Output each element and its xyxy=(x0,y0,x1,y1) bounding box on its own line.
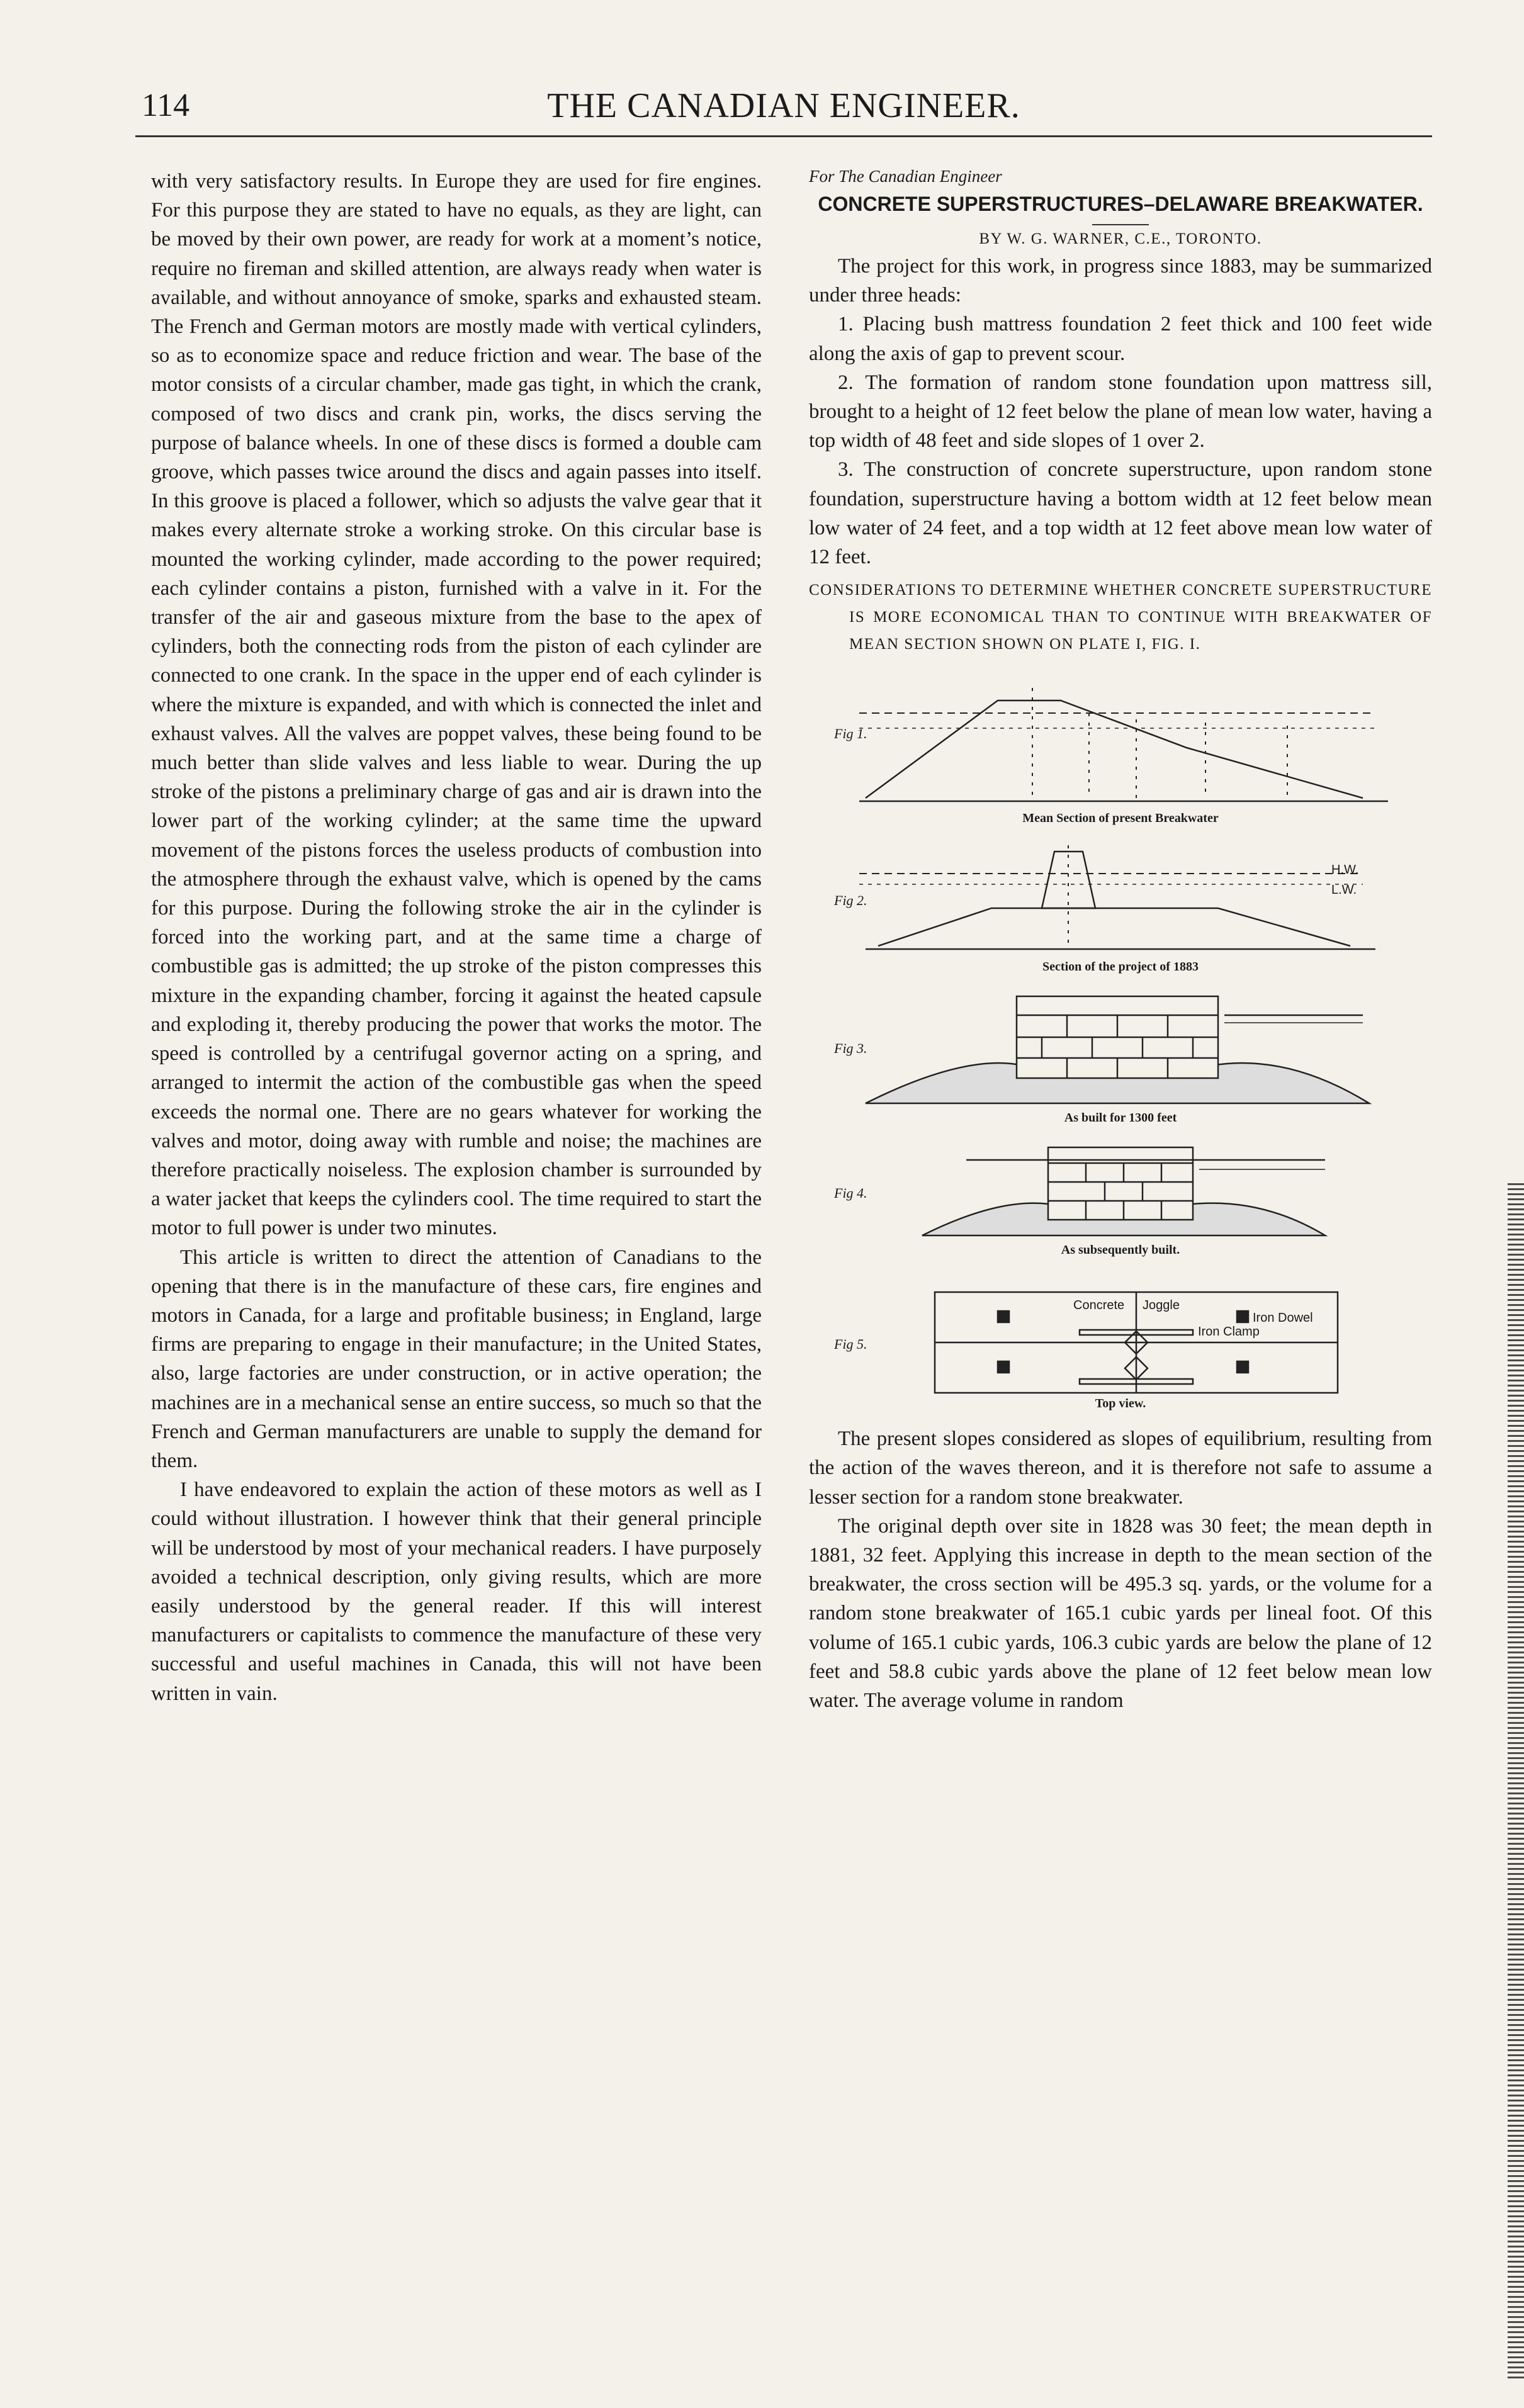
right-column xyxy=(809,167,1432,1713)
page-number: 114 xyxy=(142,87,190,123)
fig2-caption: Section of the project of 1883 xyxy=(1042,960,1199,974)
intro-paragraph-1: The project for this work, in progress since 1883, may be summarized under three heads: xyxy=(809,255,1432,307)
header-rule xyxy=(135,135,1432,137)
intro-paragraph-3: 2. The formation of random stone foundation upon mattress sill, brought to a height of 12 feet below the plane of mean low water, having a top width of 48 feet and side slopes of 1 over 2. xyxy=(809,371,1432,453)
fig5-concrete-label: Concrete xyxy=(1073,1298,1125,1313)
fig3-caption: As built for 1300 feet xyxy=(1064,1111,1177,1125)
figures-plate xyxy=(809,663,1432,1713)
fig5-top-view xyxy=(935,1292,1338,1393)
fig1-label: Fig 1. xyxy=(834,726,867,742)
fig3-section xyxy=(866,996,1369,1103)
fig4-section xyxy=(922,1147,1325,1235)
fig5-joggle-label: Joggle xyxy=(1143,1298,1180,1313)
intro-paragraph-4: 3. The construction of concrete superstructure, upon random stone foundation, superstructure having a bottom width at 12 feet below mean low water of 24 feet, and a top width at 12 feet above mean low water of 12 feet. xyxy=(809,458,1432,569)
fig2-lw-label: L.W. xyxy=(1331,883,1357,897)
fig3-label: Fig 3. xyxy=(834,1040,867,1057)
fig5-caption: Top view. xyxy=(1095,1397,1146,1411)
left-paragraph-1: with very satisfactory results. In Europe they are used for fire engines. For this purpose they are stated to have no equals, as they are light, can be moved by their own power, are ready for work at a moment’s notice, require no fireman and skilled attention, are always ready when water is available, and without annoyance of smoke, sparks and exhausted steam. The French and German motors are mostly made with vertical cylinders, so as to economize space and reduce friction and wear. The base of the motor consists of a circular chamber, made gas tight, in which the crank, composed of two discs and crank pin, works, the discs serving the purpose of balance wheels. In one of these discs is formed a double cam groove, which passes twice around the discs and again passes into itself. In this groove is placed a follower, which so adjusts the valve gear that it makes every alternate stroke a working stroke. On this circular base is mounted the working cylinder, made according to the power required; each cylinder contains a piston, furnished with a valve in it. For the transfer of the air and gaseous mixture from the base to the apex of cylinders, both the connecting rods from the piston of each cylinder are connected to one crank. In the space in the upper end of each cylinder is where the mixture is expanded, and with which is connected the inlet and exhaust valves. All the valves are poppet valves, these being found to be much better than slide valves and less liable to wear. During the up stroke of the pistons a preliminary charge of gas and air is drawn into the lower part of the working cylinder; at the same time the upward movement of the pistons forces the useless products of combustion into the atmosphere through the exhaust valve, which is opened by the cams for this purpose. During the following stroke the air in the cylinder is forced into the working part, and at the same time a charge of combustible gas is admitted; the up stroke of the piston compresses this mixture in the expanding chamber, forcing it against the heated capsule and exploding it, thereby producing the power that works the motor. The speed is controlled by a centrifugal governor acting on a spring, and arranged to intermit the action of the combustible gas when the speed exceeds the normal one. There are no gears whatever for working the valves and motor, doing away with rumble and noise; the machines are therefore practically noiseless. The explosion chamber is surrounded by a water jacket that keeps the cylinders cool. The time required to start the motor to full power is under two minutes. xyxy=(151,170,762,1240)
fig5-iron-clamp-label: Iron Clamp xyxy=(1198,1325,1260,1339)
fig1-caption: Mean Section of present Breakwater xyxy=(1022,811,1219,826)
fig5-iron-dowel-label: Iron Dowel xyxy=(1253,1311,1313,1325)
fig2-section xyxy=(859,845,1375,949)
fig4-caption: As subsequently built. xyxy=(1061,1243,1180,1257)
page-edge-binding xyxy=(1508,1183,1524,2379)
author-line: BY W. G. WARNER, C.E., TORONTO. xyxy=(979,230,1262,247)
closing-text xyxy=(809,1424,1432,1715)
page-header xyxy=(135,82,1432,132)
fig2-hw-label: H.W. xyxy=(1331,863,1359,877)
journal-title: THE CANADIAN ENGINEER. xyxy=(547,86,1020,125)
left-paragraph-2: This article is written to direct the attention of Canadians to the opening that there is in the manufacture of these cars, fire engines and motors in Canada, for a large and profitable business; in England, large firms are preparing to engage in their manufacture; in the United States, also, large factories are under construction, or in active operation; the machines are in a mechanical sense an entire success, so much so that the French and German manufacturers are unable to supply the demand for them. xyxy=(151,1246,762,1472)
closing-paragraph-2: The original depth over site in 1828 was 30 feet; the mean depth in 1881, 32 feet. Applying this increase in depth to the mean section of the breakwater, the cross section will be 495.3 sq. yards, or the volume for a random stone breakwater of 165.1 cubic yards per lineal foot. Of this volume of 165.1 cubic yards, 106.3 cubic yards are below the plane of 12 feet and 58.8 cubic yards above the plane of 12 feet below mean low water. The average volume in random xyxy=(809,1514,1432,1713)
left-paragraph-3: I have endeavored to explain the action of these motors as well as I could without illustration. I however think that their general principle will be understood by most of your mechanical readers. I have purposely avoided a technical description, only giving results, which are more easily understood by the general reader. If this will interest manufacturers or capitalists to commence the manufacture of these very successful and useful machines in Canada, this will not have been written in vain. xyxy=(151,1478,762,1705)
fig2-label: Fig 2. xyxy=(834,892,867,909)
closing-paragraph-1: The present slopes considered as slopes of equilibrium, resulting from the action of the waves thereon, and it is therefore not safe to assume a lesser section for a random stone breakwater. xyxy=(809,1427,1432,1509)
intro-paragraph-2: 1. Placing bush mattress foundation 2 feet thick and 100 feet wide along the axis of gap to prevent scour. xyxy=(809,313,1432,365)
for-line: For The Canadian Engineer xyxy=(809,167,1002,186)
considerations-heading: CONSIDERATIONS TO DETERMINE WHETHER CONCRETE SUPERSTRUCTURE IS MORE ECONOMICAL THAN TO CONTINUE WITH BREAKWATER OF MEAN SECTION SHOWN ON PLATE I, FIG. I. xyxy=(809,582,1432,653)
title-rule xyxy=(1092,224,1149,225)
fig1-section xyxy=(859,688,1388,801)
article-title: CONCRETE SUPERSTRUCTURES–DELAWARE BREAKWATER. xyxy=(818,193,1423,215)
fig5-label: Fig 5. xyxy=(834,1336,867,1353)
left-column xyxy=(151,167,762,1708)
fig4-label: Fig 4. xyxy=(834,1185,867,1201)
